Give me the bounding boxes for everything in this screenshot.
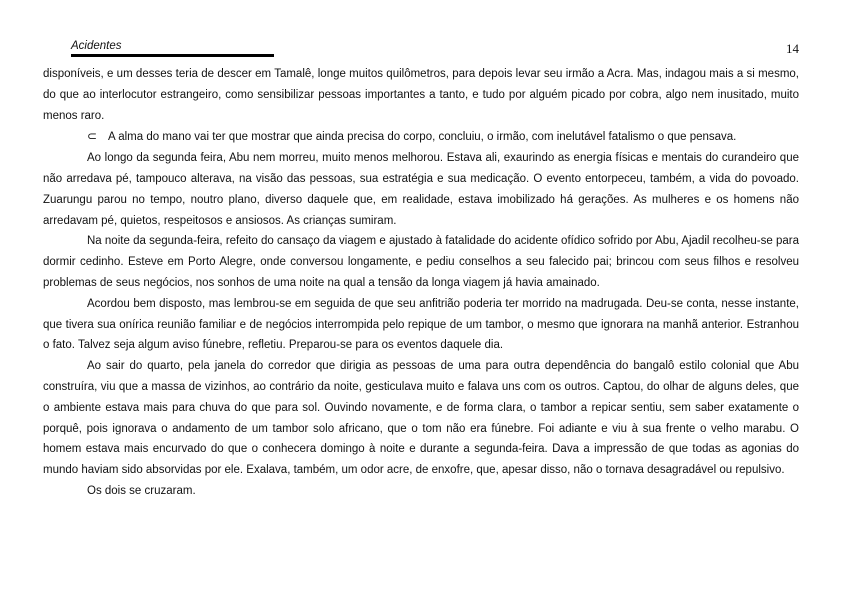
- paragraph: Os dois se cruzaram.: [87, 484, 196, 497]
- paragraph-dialogue: [43, 126, 799, 148]
- body-text: [43, 64, 799, 502]
- paragraph: Ao longo da segunda feira, Abu nem morreu, muito menos melhorou. Estava ali, exaurindo as energia físicas e mentais do curandeiro que não arredava pé, tampouco alterava, na visão das pessoas, sua estratégia e sua medicação. O evento entorpeceu, também, a vida do povoado. Zuarungu parou no tempo, noutro plano, diverso daquele que, em realidade, estava imobilizado há gerações. As mulheres e os homens não arredavam pé, quietos, respeitosos e ansiosos. As crianças sumiram.: [43, 152, 799, 227]
- dialogue-text: A alma do mano vai ter que mostrar que ainda precisa do corpo, concluiu, o irmão, com inelutável fatalismo o que pensava.: [108, 131, 737, 144]
- header-rule: [71, 54, 274, 57]
- paragraph: Acordou bem disposto, mas lembrou-se em seguida de que seu anfitrião poderia ter morrido na madrugada. Deu-se conta, nesse instante, que tivera sua onírica reunião familiar e de negócios interrompida pelo repique de um tambor, o mesmo que ignorara na manhã anterior. Estranhou o fato. Talvez seja algum aviso fúnebre, refletiu. Preparou-se para os eventos daquele dia.: [43, 297, 799, 352]
- paragraph-continuation: disponíveis, e um desses teria de descer em Tamalê, longe muitos quilômetros, para depois levar seu irmão a Acra. Mas, indagou mais a si mesmo, do que ao interlocutor estrangeiro, como sensibilizar pessoas importantes a tanto, e tudo por alguém picado por cobra, algo nem inusitado, muito menos raro.: [43, 68, 799, 122]
- page-number: 14: [786, 41, 799, 56]
- paragraph: Ao sair do quarto, pela janela do corredor que dirigia as pessoas de uma para outra dependência do bangalô estilo colonial que Abu construíra, viu que a massa de vizinhos, ao contrário da noite, gesticulava muito e falava uns com os outros. Captou, do olhar de alguns deles, que o ambiente estava mais para chuva do que para sol. Ouvindo novamente, e de forma clara, o tambor a repicar sentiu, sem saber exatamente o porquê, pois ignorava o andamento de um tambor solo africano, que o tom não era fúnebre. Foi adiante e viu à sua frente o velho marabu. O homem estava mais encurvado do que o conhecera domingo à noite e durante a segunda-feira. Dava a impressão de que todas as agonias do mundo haviam sido absorvidas por ele. Exalava, também, um odor acre, de enxofre, que, apesar disso, não o tornava desagradável ou repulsivo.: [43, 360, 799, 477]
- chapter-title: Acidentes: [71, 40, 122, 52]
- paragraph: Na noite da segunda-feira, refeito do cansaço da viagem e ajustado à fatalidade do acidente ofídico sofrido por Abu, Ajadil recolheu-se para dormir cedinho. Esteve em Porto Alegre, onde conversou longamente, e pediu conselhos a seu falecido pai; brincou com seus filhos e resolveu problemas de seus negócios, nos sonhos de uma noite na qual a tensão da longa viagem já havia amainado.: [43, 235, 799, 289]
- dialogue-dash-icon: ⊂: [87, 129, 98, 144]
